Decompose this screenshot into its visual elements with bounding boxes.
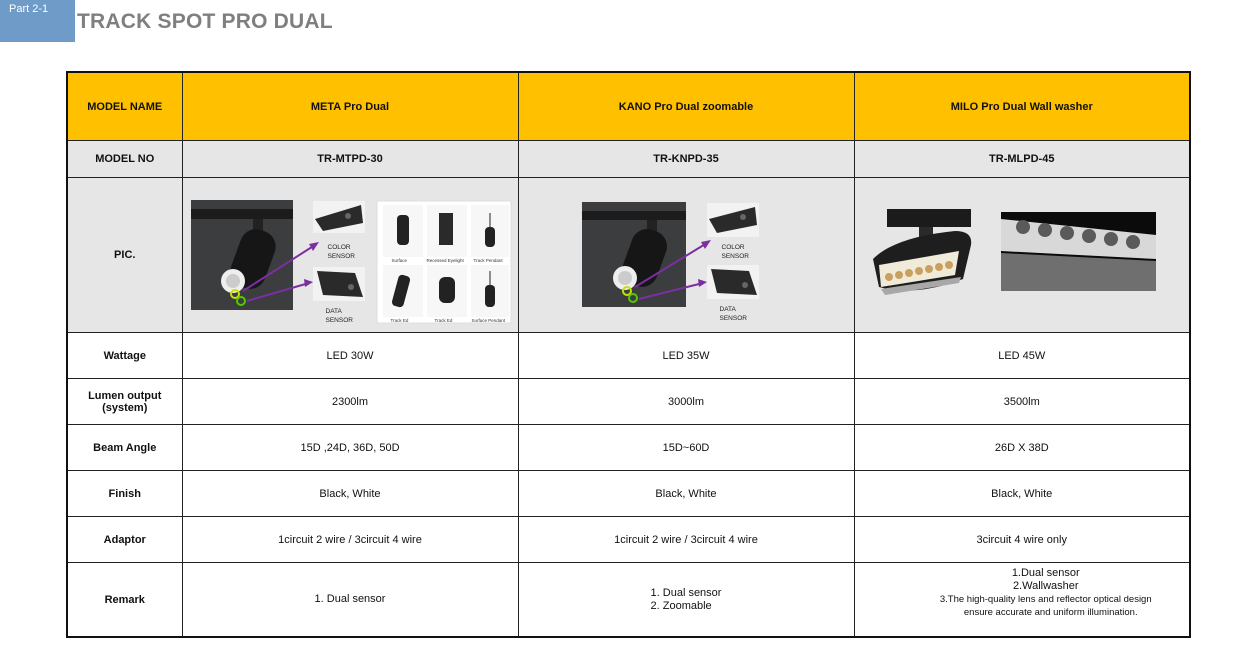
label-pic: PIC.	[67, 178, 182, 333]
data-sensor-label: DATA SENSOR	[719, 306, 747, 322]
label-finish: Finish	[67, 471, 182, 517]
thumb-label: Track Ed	[434, 318, 453, 323]
thumb-label: Track Pendant	[473, 258, 503, 263]
finish-cell: Black, White	[854, 471, 1190, 517]
wattage-cell: LED 35W	[518, 333, 854, 379]
color-sensor-label: COLOR SENSOR	[721, 244, 749, 260]
part-tag-label: Part 2-1	[9, 3, 49, 15]
label-beam-angle: Beam Angle	[67, 425, 182, 471]
beam-cell: 15D~60D	[518, 425, 854, 471]
finish-cell: Black, White	[518, 471, 854, 517]
model-name-cell: META Pro Dual	[182, 72, 518, 141]
remark-line: 3.The high-quality lens and reflector optical design	[939, 594, 1152, 605]
remark-line: 2.Wallwasher	[1012, 580, 1079, 592]
data-sensor-label: DATA SENSOR	[325, 308, 353, 324]
row-model-no	[67, 141, 1190, 178]
remark-line: 2. Zoomable	[650, 599, 712, 612]
spec-table	[66, 71, 1191, 638]
remark-cell	[182, 563, 518, 638]
model-no-cell: TR-MTPD-30	[182, 141, 518, 178]
adaptor-cell: 1circuit 2 wire / 3circuit 4 wire	[518, 517, 854, 563]
lumen-cell: 3000lm	[518, 379, 854, 425]
remark-line: 1. Dual sensor	[650, 586, 722, 599]
adaptor-cell: 3circuit 4 wire only	[854, 517, 1190, 563]
row-pic	[67, 178, 1190, 333]
row-beam-angle	[67, 425, 1190, 471]
model-no-cell: TR-KNPD-35	[518, 141, 854, 178]
label-lumen: Lumen output (system)	[67, 379, 182, 425]
label-wattage: Wattage	[67, 333, 182, 379]
page-title: TRACK SPOT PRO DUAL	[77, 10, 333, 33]
label-adaptor: Adaptor	[67, 517, 182, 563]
row-adaptor	[67, 517, 1190, 563]
thumb-label: Track Ed	[390, 318, 409, 323]
wattage-cell: LED 45W	[854, 333, 1190, 379]
remark-line: 1.Dual sensor	[1011, 567, 1080, 579]
model-name-cell: MILO Pro Dual Wall washer	[854, 72, 1190, 141]
part-tag	[0, 0, 75, 42]
row-remark	[67, 563, 1190, 638]
thumb-label: Surface Pendant	[471, 318, 506, 323]
row-lumen	[67, 379, 1190, 425]
thumb-label: Recessed Eyelight	[426, 258, 464, 263]
wattage-cell: LED 30W	[182, 333, 518, 379]
pic-cell-meta	[182, 178, 518, 333]
remark-line: 1. Dual sensor	[314, 593, 386, 605]
pic-cell-kano	[518, 178, 854, 333]
color-sensor-label: COLOR SENSOR	[327, 244, 355, 260]
milo-wallwasher-photo	[855, 179, 1191, 331]
row-model-name	[67, 72, 1190, 141]
pic-cell-milo	[854, 178, 1190, 333]
remark-cell	[518, 563, 854, 638]
thumb-label: Surface	[391, 258, 408, 263]
remark-cell	[854, 563, 1190, 638]
remark-line: ensure accurate and uniform illumination.	[963, 607, 1138, 618]
row-wattage	[67, 333, 1190, 379]
adaptor-cell: 1circuit 2 wire / 3circuit 4 wire	[182, 517, 518, 563]
model-name-cell: KANO Pro Dual zoomable	[518, 72, 854, 141]
kano-spotlight-photo	[519, 179, 855, 331]
row-finish	[67, 471, 1190, 517]
beam-cell: 26D X 38D	[854, 425, 1190, 471]
beam-cell: 15D ,24D, 36D, 50D	[182, 425, 518, 471]
lumen-cell: 3500lm	[854, 379, 1190, 425]
label-model-no: MODEL NO	[67, 141, 182, 178]
model-no-cell: TR-MLPD-45	[854, 141, 1190, 178]
label-remark: Remark	[67, 563, 182, 638]
lumen-cell: 2300lm	[182, 379, 518, 425]
label-model-name: MODEL NAME	[67, 72, 182, 141]
finish-cell: Black, White	[182, 471, 518, 517]
